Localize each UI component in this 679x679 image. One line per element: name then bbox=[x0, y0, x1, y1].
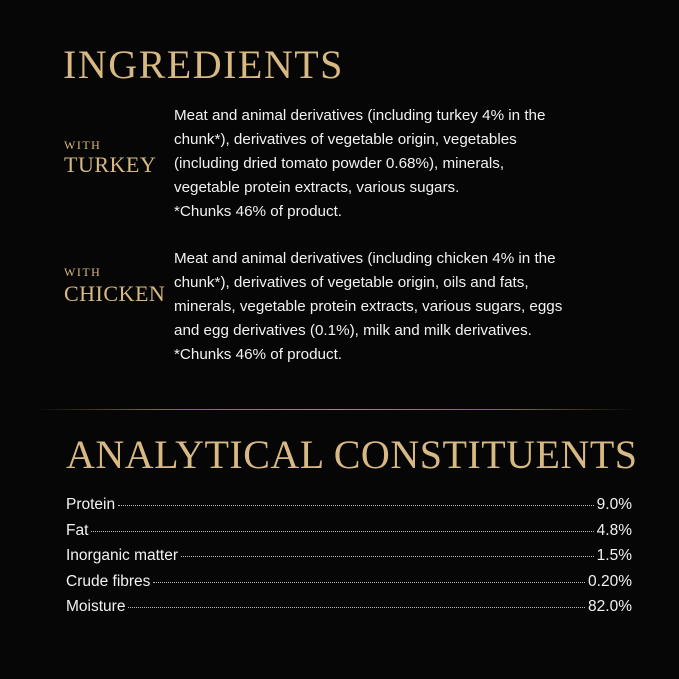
section-divider bbox=[35, 409, 635, 410]
dot-leader bbox=[153, 582, 585, 583]
ingredients-line: Meat and animal derivatives (including chicken 4% in the bbox=[174, 250, 556, 267]
variant-ingredients-text bbox=[174, 104, 624, 224]
analytical-constituents-heading: ANALYTICAL CONSTITUENTS bbox=[66, 432, 638, 477]
ingredients-line: Meat and animal derivatives (including turkey 4% in the bbox=[174, 107, 546, 124]
constituent-row-crude-fibres bbox=[66, 573, 632, 599]
dot-leader bbox=[118, 505, 594, 506]
dot-leader bbox=[91, 531, 593, 532]
constituent-value: 82.0% bbox=[588, 598, 632, 615]
constituent-value: 9.0% bbox=[596, 496, 632, 513]
ingredients-line: *Chunks 46% of product. bbox=[174, 346, 343, 363]
variant-ingredients-text bbox=[174, 247, 624, 367]
ingredients-line: chunk*), derivatives of vegetable origin, vegetables bbox=[174, 131, 517, 148]
dot-leader bbox=[128, 607, 585, 608]
variant-flavor-label: TURKEY bbox=[64, 152, 157, 177]
ingredients-line: minerals, vegetable protein extracts, various sugars, eggs bbox=[174, 298, 563, 315]
variant-flavor-label: CHICKEN bbox=[64, 281, 166, 306]
constituent-label: Inorganic matter bbox=[66, 547, 178, 564]
constituent-row-protein bbox=[66, 496, 632, 522]
ingredients-line: chunk*), derivatives of vegetable origin, oils and fats, bbox=[174, 274, 529, 291]
constituent-row-fat bbox=[66, 522, 632, 548]
ingredients-line: *Chunks 46% of product. bbox=[174, 203, 343, 220]
analytical-constituents-list bbox=[66, 496, 632, 624]
dot-leader bbox=[181, 556, 594, 557]
constituent-value: 1.5% bbox=[596, 547, 632, 564]
ingredients-line: vegetable protein extracts, various sugars. bbox=[174, 179, 460, 196]
constituent-label: Fat bbox=[66, 521, 89, 539]
constituent-label: Crude fibres bbox=[66, 572, 151, 590]
constituent-label: Moisture bbox=[66, 598, 126, 615]
constituent-value: 4.8% bbox=[596, 521, 632, 539]
constituent-row-moisture bbox=[66, 598, 632, 624]
ingredients-line: and egg derivatives (0.1%), milk and milk derivatives. bbox=[174, 322, 532, 339]
variant-with-label: WITH bbox=[64, 265, 102, 279]
ingredients-heading: INGREDIENTS bbox=[63, 42, 344, 87]
constituent-value: 0.20% bbox=[588, 572, 632, 590]
variant-with-label: WITH bbox=[64, 138, 102, 152]
constituent-label: Protein bbox=[66, 496, 116, 513]
constituent-row-inorganic-matter bbox=[66, 547, 632, 573]
ingredients-line: (including dried tomato powder 0.68%), minerals, bbox=[174, 155, 505, 172]
